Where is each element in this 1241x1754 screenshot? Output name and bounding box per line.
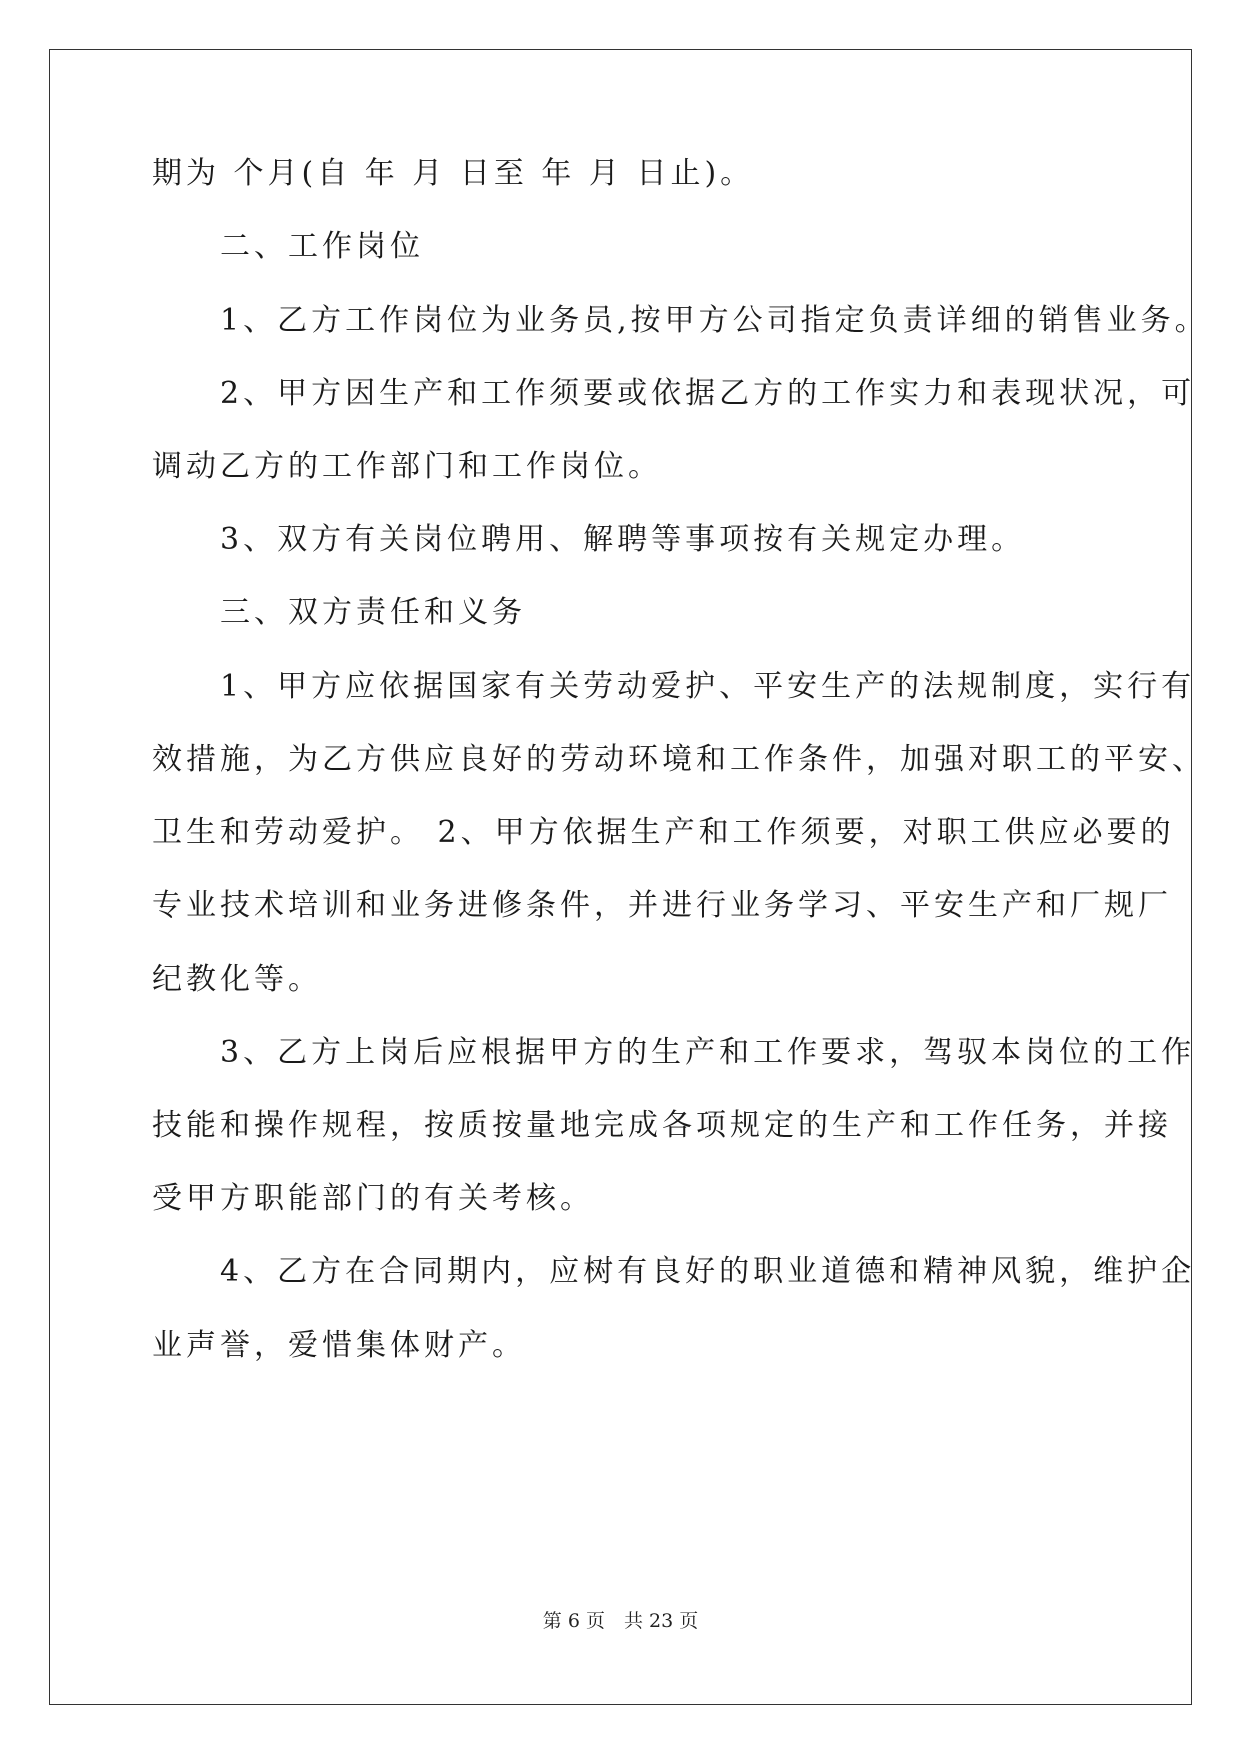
body-line-12: 纪教化等。 xyxy=(152,962,322,997)
body-line-14: 技能和操作规程，按质按量地完成各项规定的生产和工作任务，并接 xyxy=(152,1108,1172,1143)
body-line-16: 4、乙方在合同期内，应树有良好的职业道德和精神风貌，维护企 xyxy=(152,1254,1196,1289)
body-line-11: 专业技术培训和业务进修条件，并进行业务学习、平安生产和厂规厂 xyxy=(152,888,1172,923)
section-heading-2: 二、工作岗位 xyxy=(152,229,424,264)
page-number-footer: 第 6 页 共 23 页 xyxy=(542,1610,699,1632)
body-line-13: 3、乙方上岗后应根据甲方的生产和工作要求，驾驭本岗位的工作 xyxy=(152,1035,1196,1070)
body-line-9: 效措施，为乙方供应良好的劳动环境和工作条件，加强对职工的平安、 xyxy=(152,742,1206,777)
body-line-8: 1、甲方应依据国家有关劳动爱护、平安生产的法规制度，实行有 xyxy=(152,669,1196,704)
body-line-1: 期为 个月(自 年 月 日至 年 月 日止)。 xyxy=(152,156,755,191)
body-line-15: 受甲方职能部门的有关考核。 xyxy=(152,1181,594,1216)
body-line-17: 业声誉，爱惜集体财产。 xyxy=(152,1328,526,1363)
body-line-5: 调动乙方的工作部门和工作岗位。 xyxy=(152,449,662,484)
body-line-6: 3、双方有关岗位聘用、解聘等事项按有关规定办理。 xyxy=(152,522,1026,557)
page-border xyxy=(49,49,1209,1705)
body-line-3: 1、乙方工作岗位为业务员,按甲方公司指定负责详细的销售业务。 xyxy=(152,303,1209,338)
body-line-10: 卫生和劳动爱护。 2、甲方依据生产和工作须要，对职工供应必要的 xyxy=(152,815,1175,850)
body-line-4: 2、甲方因生产和工作须要或依据乙方的工作实力和表现状况，可 xyxy=(152,376,1196,411)
section-heading-3: 三、双方责任和义务 xyxy=(152,595,526,630)
